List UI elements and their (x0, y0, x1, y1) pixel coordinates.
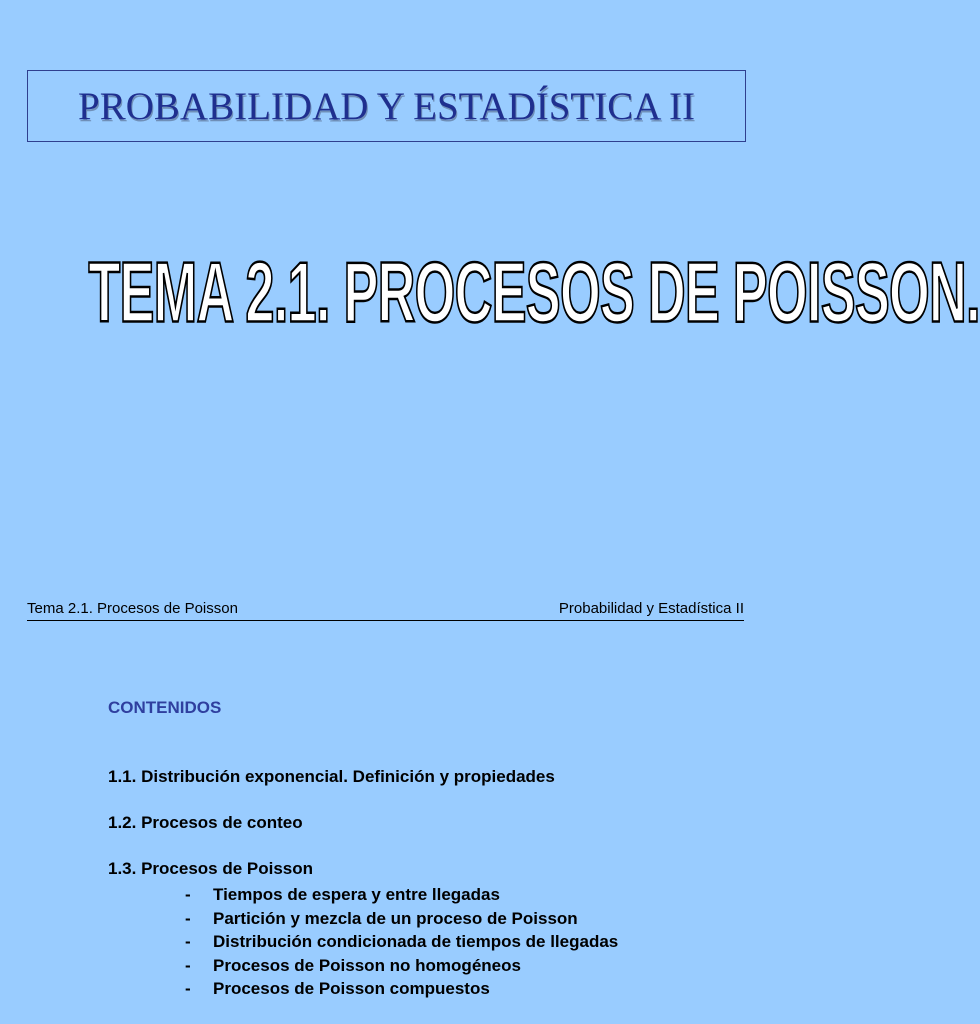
bullet-dash: - (185, 908, 191, 928)
subsection-item (185, 907, 618, 931)
subsection-item (185, 977, 618, 1001)
subsection-label: Distribución condicionada de tiempos de llegadas (213, 932, 619, 951)
header-topic: Tema 2.1. Procesos de Poisson (27, 600, 238, 617)
subsection-list (185, 883, 618, 1001)
course-title: PROBABILIDAD Y ESTADÍSTICA II (78, 84, 695, 128)
slide-header (27, 600, 744, 621)
bullet-dash: - (185, 955, 191, 975)
contents-heading: CONTENIDOS (108, 698, 222, 717)
subsection-label: Procesos de Poisson no homogéneos (213, 955, 521, 975)
subsection-label: Partición y mezcla de un proceso de Poisson (213, 908, 578, 928)
topic-title: TEMA 2.1. PROCESOS DE POISSON. (88, 245, 980, 341)
section-item: 1.2. Procesos de conteo (108, 813, 303, 832)
bullet-dash: - (185, 885, 191, 904)
subsection-item (185, 954, 618, 978)
course-title-box (27, 70, 746, 142)
bullet-dash: - (185, 979, 191, 998)
subsection-label: Tiempos de espera y entre llegadas (213, 885, 500, 904)
subsection-label: Procesos de Poisson compuestos (213, 979, 490, 998)
subsection-item (185, 930, 618, 954)
section-item: 1.1. Distribución exponencial. Definición y propiedades (108, 767, 555, 786)
section-item: 1.3. Procesos de Poisson (108, 859, 314, 878)
bullet-dash: - (185, 932, 191, 951)
subsection-item (185, 883, 618, 907)
header-course: Probabilidad y Estadística II (558, 600, 744, 617)
